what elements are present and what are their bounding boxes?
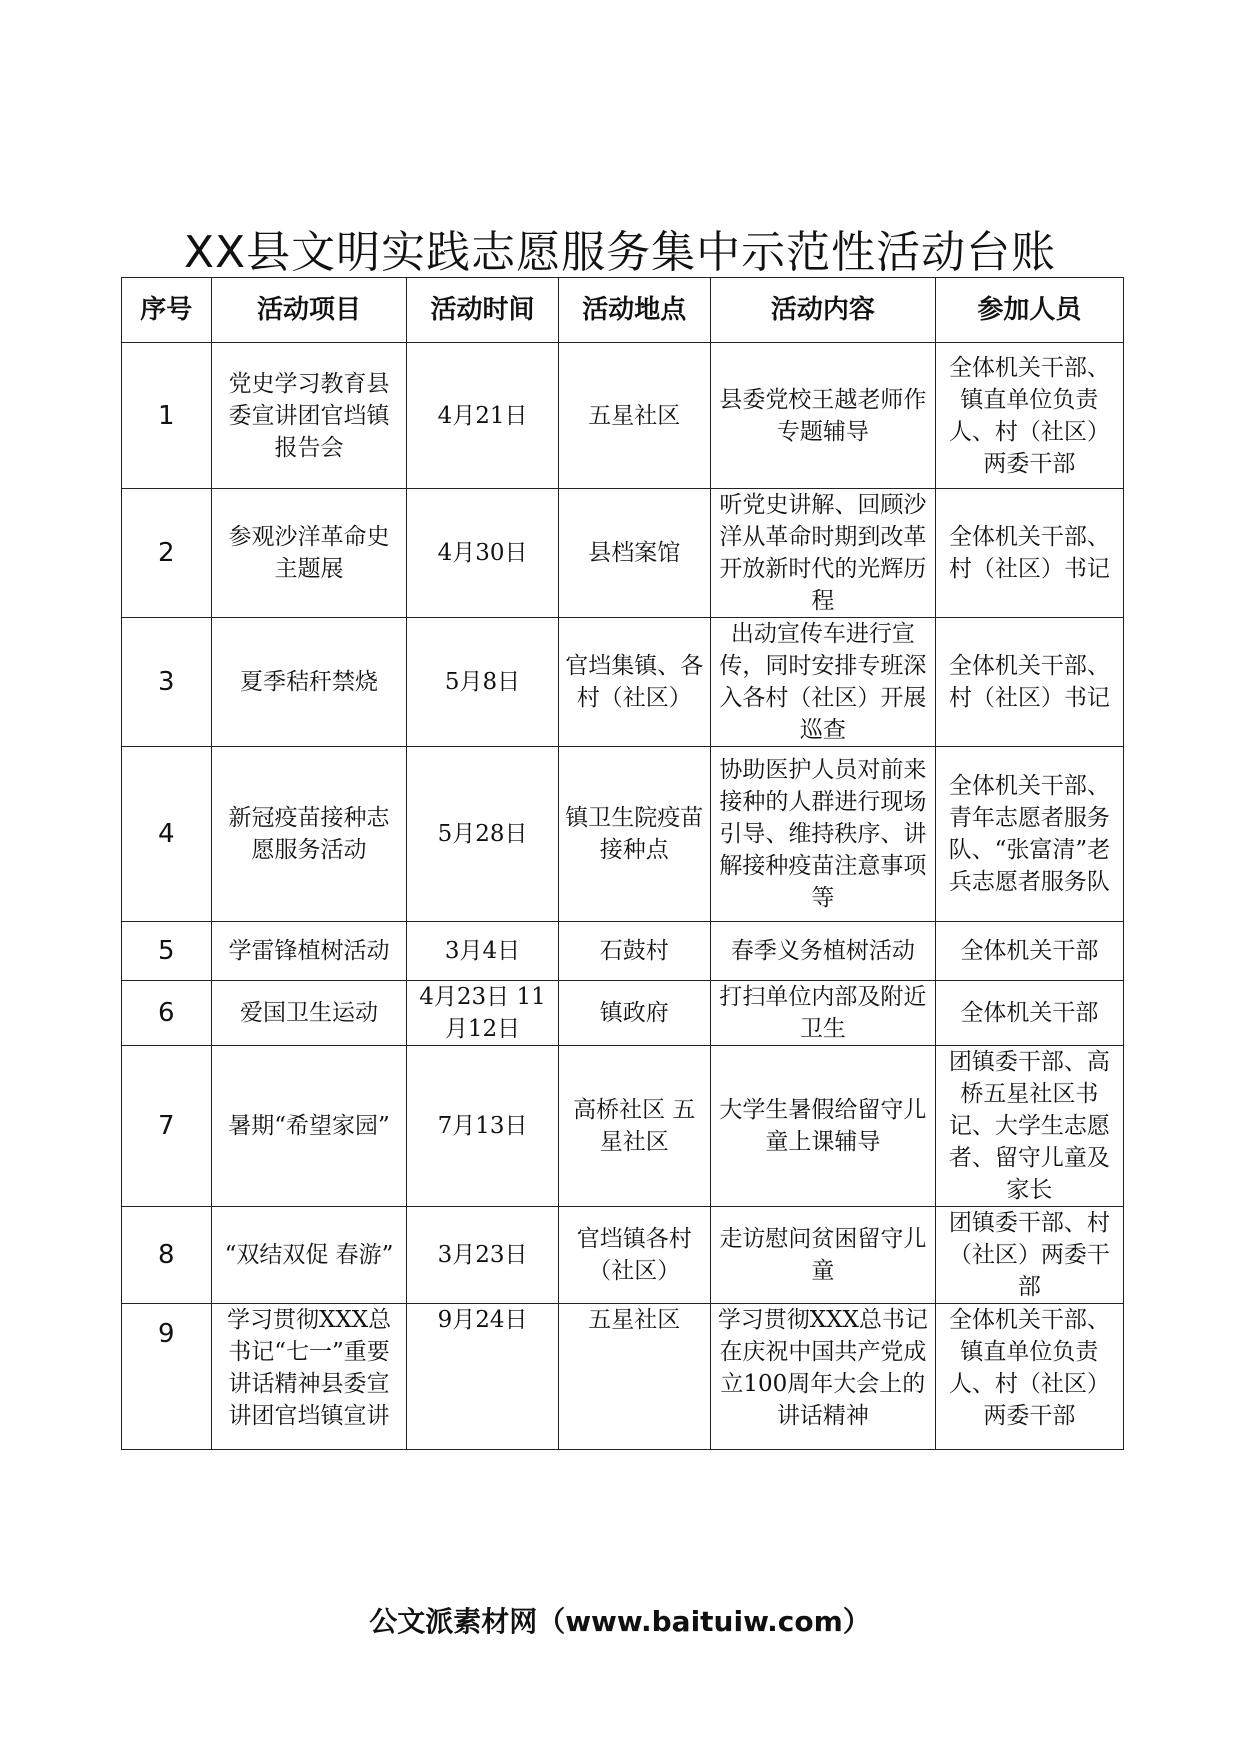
cell-project: 学习贯彻XXX总书记“七一”重要讲话精神县委宣讲团官垱镇宣讲 (211, 1304, 407, 1450)
header-no: 序号 (122, 278, 212, 343)
table-header-row (122, 278, 1124, 343)
cell-place: 官垱镇各村（社区） (558, 1207, 710, 1304)
header-time: 活动时间 (407, 278, 558, 343)
cell-place: 石鼓村 (558, 922, 710, 981)
cell-place: 高桥社区 五星社区 (558, 1046, 710, 1207)
cell-project: 党史学习教育县委宣讲团官垱镇报告会 (211, 343, 407, 489)
table-row (122, 981, 1124, 1046)
header-place: 活动地点 (558, 278, 710, 343)
cell-people: 全体机关干部、镇直单位负责人、村（社区）两委干部 (935, 343, 1123, 489)
table-row (122, 343, 1124, 489)
cell-place: 五星社区 (558, 1304, 710, 1450)
cell-content: 春季义务植树活动 (710, 922, 935, 981)
cell-content: 县委党校王越老师作专题辅导 (710, 343, 935, 489)
cell-people: 全体机关干部 (935, 922, 1123, 981)
cell-people: 团镇委干部、高桥五星社区书记、大学生志愿者、留守儿童及家长 (935, 1046, 1123, 1207)
cell-no: 5 (122, 922, 212, 981)
cell-no: 9 (122, 1304, 212, 1450)
cell-no: 6 (122, 981, 212, 1046)
cell-time: 5月28日 (407, 747, 558, 922)
page-title: XX县文明实践志愿服务集中示范性活动台账 (183, 227, 1057, 278)
table-row (122, 1207, 1124, 1304)
table-row (122, 747, 1124, 922)
cell-place: 县档案馆 (558, 489, 710, 618)
header-project: 活动项目 (211, 278, 407, 343)
cell-place: 镇卫生院疫苗接种点 (558, 747, 710, 922)
cell-no: 4 (122, 747, 212, 922)
cell-content: 走访慰问贫困留守儿童 (710, 1207, 935, 1304)
cell-no: 2 (122, 489, 212, 618)
table-row (122, 1304, 1124, 1450)
cell-no: 8 (122, 1207, 212, 1304)
cell-content: 协助医护人员对前来接种的人群进行现场引导、维持秩序、讲解接种疫苗注意事项等 (710, 747, 935, 922)
cell-time: 5月8日 (407, 618, 558, 747)
table-row (122, 489, 1124, 618)
cell-time: 4月21日 (407, 343, 558, 489)
cell-project: 参观沙洋革命史主题展 (211, 489, 407, 618)
cell-time: 9月24日 (407, 1304, 558, 1450)
header-people: 参加人员 (935, 278, 1123, 343)
cell-content: 出动宣传车进行宣传，同时安排专班深入各村（社区）开展巡查 (710, 618, 935, 747)
cell-project: “双结双促 春游” (211, 1207, 407, 1304)
cell-place: 官垱集镇、各村（社区） (558, 618, 710, 747)
table-row (122, 922, 1124, 981)
cell-time: 4月23日 11月12日 (407, 981, 558, 1046)
cell-content: 打扫单位内部及附近卫生 (710, 981, 935, 1046)
footer-source: 公文派素材网（www.baituiw.com） (369, 1605, 871, 1638)
cell-project: 新冠疫苗接种志愿服务活动 (211, 747, 407, 922)
table-row (122, 1046, 1124, 1207)
cell-content: 听党史讲解、回顾沙洋从革命时期到改革开放新时代的光辉历程 (710, 489, 935, 618)
cell-no: 1 (122, 343, 212, 489)
cell-time: 3月23日 (407, 1207, 558, 1304)
cell-people: 全体机关干部、村（社区）书记 (935, 489, 1123, 618)
cell-people: 全体机关干部 (935, 981, 1123, 1046)
cell-people: 全体机关干部、镇直单位负责人、村（社区）两委干部 (935, 1304, 1123, 1450)
cell-time: 7月13日 (407, 1046, 558, 1207)
cell-people: 全体机关干部、青年志愿者服务队、“张富清”老兵志愿者服务队 (935, 747, 1123, 922)
cell-project: 夏季秸秆禁烧 (211, 618, 407, 747)
cell-no: 7 (122, 1046, 212, 1207)
cell-people: 全体机关干部、村（社区）书记 (935, 618, 1123, 747)
cell-time: 3月4日 (407, 922, 558, 981)
cell-content: 大学生暑假给留守儿童上课辅导 (710, 1046, 935, 1207)
cell-project: 暑期“希望家园” (211, 1046, 407, 1207)
cell-place: 镇政府 (558, 981, 710, 1046)
cell-place: 五星社区 (558, 343, 710, 489)
activity-ledger-table (121, 277, 1124, 1450)
cell-content: 学习贯彻XXX总书记在庆祝中国共产党成立100周年大会上的讲话精神 (710, 1304, 935, 1450)
header-content: 活动内容 (710, 278, 935, 343)
cell-no: 3 (122, 618, 212, 747)
cell-project: 爱国卫生运动 (211, 981, 407, 1046)
cell-project: 学雷锋植树活动 (211, 922, 407, 981)
cell-time: 4月30日 (407, 489, 558, 618)
cell-people: 团镇委干部、村（社区）两委干部 (935, 1207, 1123, 1304)
table-row (122, 618, 1124, 747)
